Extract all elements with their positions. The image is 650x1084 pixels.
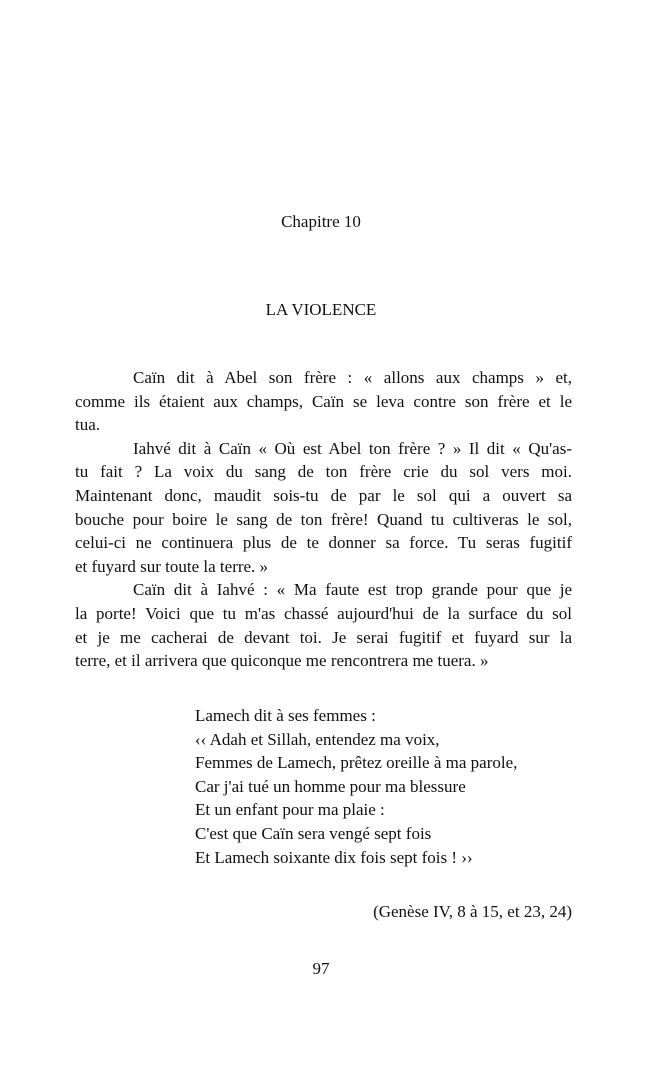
prose-line: terre, et il arrivera que quiconque me rencontrera me tuera. » (75, 651, 489, 671)
prose-line: celui-ci ne continuera plus de te donner sa force. Tu seras fugitif (75, 533, 572, 553)
prose-line: Iahvé dit à Caïn « Où est Abel ton frère ? » Il dit « Qu'as- (133, 438, 572, 458)
poem-line: Et Lamech soixante dix fois sept fois ! ›› (195, 847, 473, 867)
prose-line: tua. (75, 415, 101, 435)
poem-line: Et un enfant pour ma plaie : (195, 800, 385, 820)
prose-body (75, 366, 572, 673)
prose-line: comme ils étaient aux champs, Caïn se leva contre son frère et le (75, 391, 572, 411)
chapter-heading: Chapitre 10 (281, 212, 361, 231)
poem-line: Femmes de Lamech, prêtez oreille à ma parole, (195, 753, 518, 773)
poem-quote (195, 704, 517, 869)
poem-line: Lamech dit à ses femmes : (195, 706, 376, 725)
prose-line: Caïn dit à Iahvé : « Ma faute est trop grande pour que je (133, 580, 572, 600)
citation: (Genèse IV, 8 à 15, et 23, 24) (373, 902, 572, 921)
prose-line: bouche pour boire le sang de ton frère! Quand tu cultiveras le sol, (75, 509, 572, 529)
prose-line: tu fait ? La voix du sang de ton frère crie du sol vers moi. (75, 462, 572, 482)
prose-line: et je me cacherai de devant toi. Je serai fugitif et fuyard sur la (75, 627, 572, 647)
page-number: 97 (312, 959, 330, 978)
poem-line: ‹‹ Adah et Sillah, entendez ma voix, (195, 729, 440, 749)
prose-line: Maintenant donc, maudit sois-tu de par le sol qui a ouvert sa (75, 485, 572, 505)
prose-line: et fuyard sur toute la terre. » (75, 556, 269, 576)
prose-line: Caïn dit à Abel son frère : « allons aux champs » et, (133, 368, 572, 387)
poem-line: Car j'ai tué un homme pour ma blessure (195, 776, 466, 796)
poem-line: C'est que Caïn sera vengé sept fois (195, 823, 432, 843)
prose-line: la porte! Voici que tu m'as chassé aujourd'hui de la surface du sol (75, 603, 572, 623)
chapter-title: LA VIOLENCE (265, 300, 377, 319)
